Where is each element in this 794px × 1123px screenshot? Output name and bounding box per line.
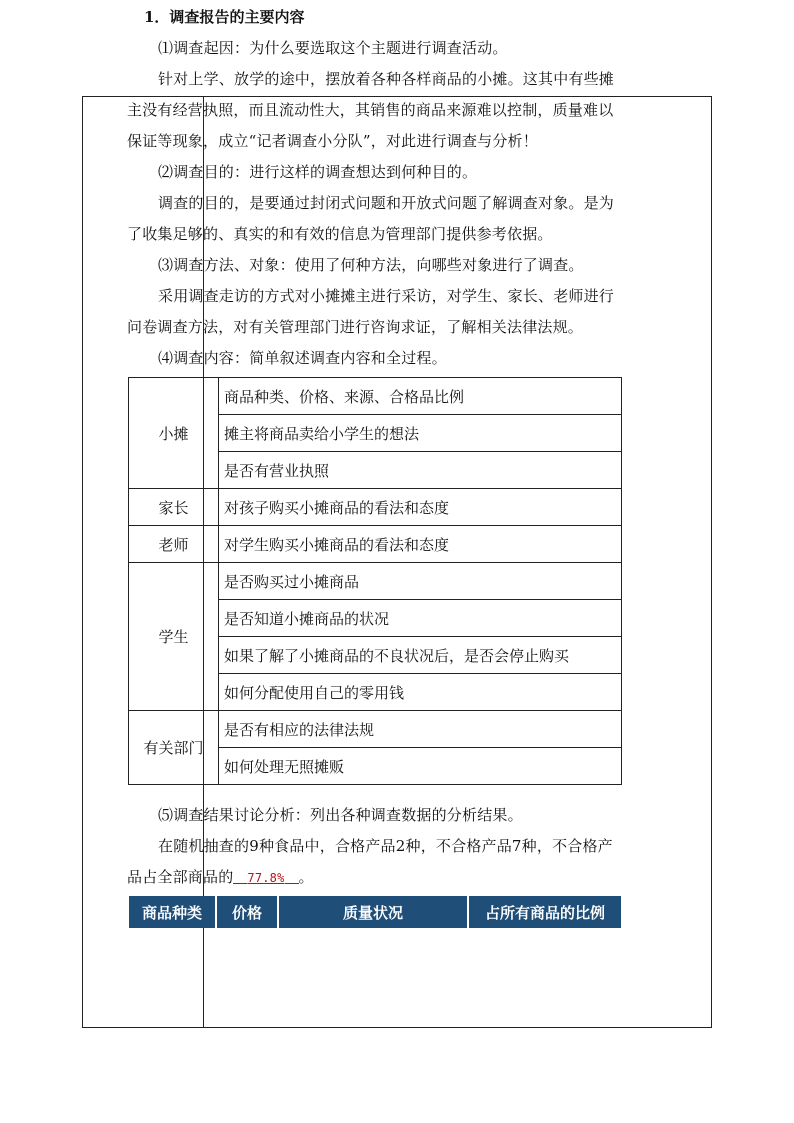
blank-underline	[233, 869, 247, 884]
category-cell: 学生	[129, 563, 219, 711]
item-cell: 是否有营业执照	[219, 452, 622, 489]
section-heading: 1．调查报告的主要内容	[144, 8, 305, 26]
item-cell: 如果了解了小摊商品的不良状况后，是否会停止购买	[219, 637, 622, 674]
para-content-title: ⑷调查内容：简单叙述调查内容和全过程。	[158, 349, 447, 367]
item-cell: 商品种类、价格、来源、合格品比例	[219, 378, 622, 415]
para-cause-body: 针对上学、放学的途中，摆放着各种各样商品的小摊。这其中有些摊主没有经营执照，而且流动性大，其销售的商品来源难以控制，质量难以保证等现象，成立“记者调查小分队”，对此进行调查与分析！	[127, 70, 615, 150]
blank-underline	[285, 869, 299, 884]
item-cell: 对孩子购买小摊商品的看法和态度	[219, 489, 622, 526]
para-results-title: ⑸调查结果讨论分析：列出各种调查数据的分析结果。	[158, 806, 523, 824]
goods-table-header	[129, 896, 621, 928]
category-cell: 家长	[129, 489, 219, 526]
item-cell: 如何处理无照摊贩	[219, 748, 622, 785]
text-run: 种，不合格产品占全部商品的	[127, 837, 613, 886]
table-row	[129, 563, 622, 600]
header-cell: 占所有商品的比例	[484, 903, 605, 922]
header-cell: 质量状况	[279, 896, 469, 928]
item-cell: 如何分配使用自己的零用钱	[219, 674, 622, 711]
para-cause-title: ⑴调查起因：为什么要选取这个主题进行调查活动。	[158, 39, 508, 57]
text-run: 在随机抽查的	[158, 837, 250, 855]
item-cell: 是否有相应的法律法规	[219, 711, 622, 748]
report-content	[127, 2, 622, 374]
percent-value: 77.8%	[247, 871, 285, 885]
para-purpose-title: ⑵调查目的：进行这样的调查想达到何种目的。	[158, 163, 478, 181]
header-cell: 价格	[217, 896, 279, 928]
category-cell: 小摊	[129, 378, 219, 489]
num-ok: 2	[395, 837, 406, 855]
item-cell: 是否购买过小摊商品	[219, 563, 622, 600]
item-cell: 对学生购买小摊商品的看法和态度	[219, 526, 622, 563]
table-row	[129, 711, 622, 748]
table-row	[129, 526, 622, 563]
num-total: 9	[249, 837, 259, 855]
item-cell: 是否知道小摊商品的状况	[219, 600, 622, 637]
table-row	[129, 489, 622, 526]
para-method-body: 采用调查走访的方式对小摊摊主进行采访，对学生、家长、老师进行问卷调查方法，对有关管理部门进行咨询求证，了解相关法律法规。	[127, 287, 615, 336]
table-row	[129, 378, 622, 415]
para-results-body	[127, 831, 622, 894]
category-cell: 有关部门	[129, 711, 219, 785]
header-cell: 商品种类	[129, 896, 217, 928]
para-purpose-body: 调查的目的，是要通过封闭式问题和开放式问题了解调查对象。是为了收集足够的、真实的和有效的信息为管理部门提供参考依据。	[127, 194, 615, 243]
text-run: 种，不合格产品	[405, 837, 512, 855]
survey-content-table	[128, 377, 622, 785]
item-cell: 摊主将商品卖给小学生的想法	[219, 415, 622, 452]
category-cell: 老师	[129, 526, 219, 563]
results-section	[127, 800, 622, 894]
text-run: 。	[298, 868, 314, 886]
text-run: 种食品中，合格产品	[258, 837, 396, 855]
para-method-title: ⑶调查方法、对象：使用了何种方法，向哪些对象进行了调查。	[158, 256, 584, 274]
num-bad: 7	[511, 837, 522, 855]
